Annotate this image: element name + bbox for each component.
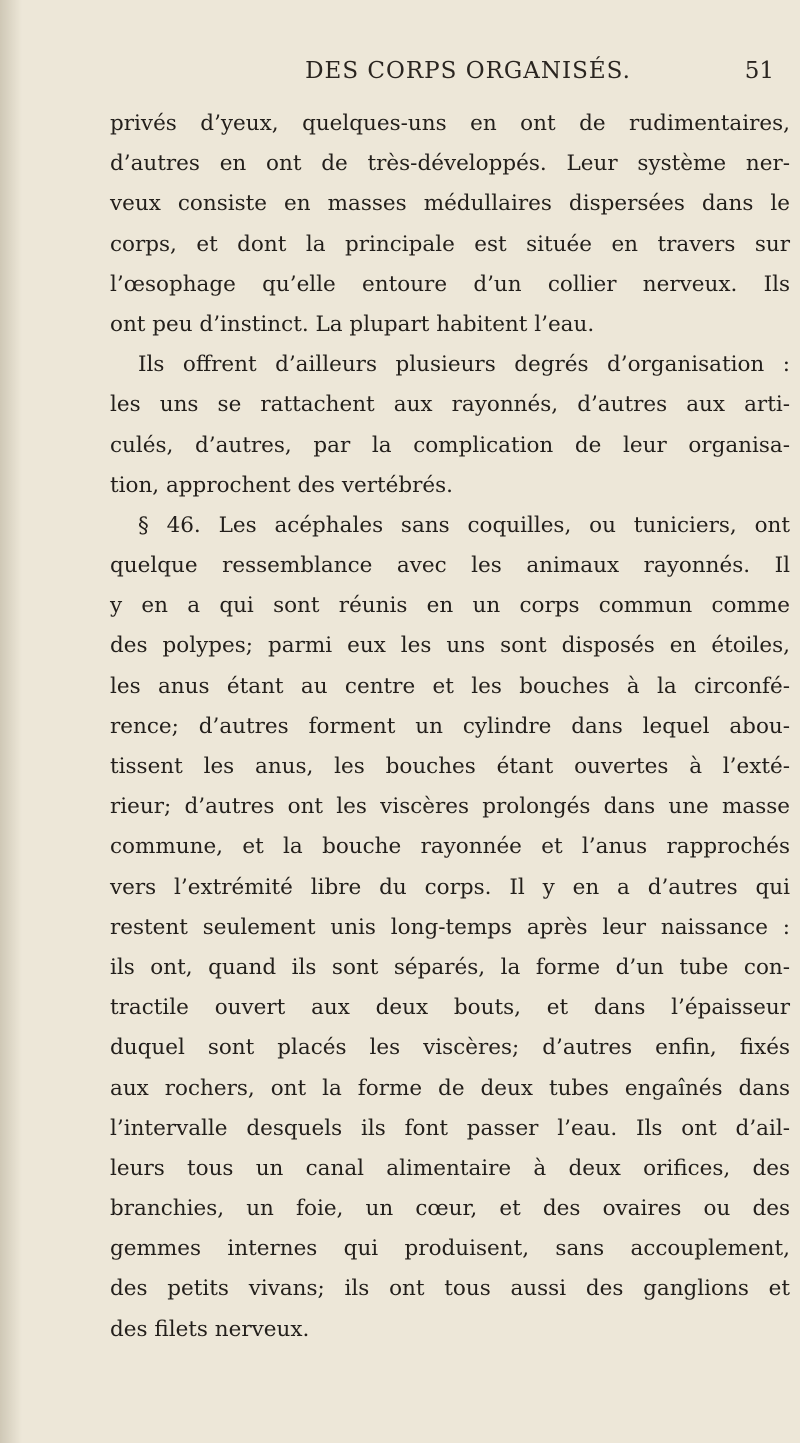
text-line: corps, et dont la principale est située en travers sur bbox=[110, 231, 790, 257]
text-line: quelque ressemblance avec les animaux rayonnés. Il bbox=[110, 553, 790, 579]
text-line: tion, approchent des vertébrés. bbox=[110, 472, 453, 498]
text-line: leurs tous un canal alimentaire à deux orifices, des bbox=[110, 1155, 790, 1181]
page-number: 51 bbox=[744, 58, 774, 84]
text-line: ils ont, quand ils sont séparés, la forme d’un tube con- bbox=[110, 954, 790, 980]
text-line: veux consiste en masses médullaires dispersées dans le bbox=[110, 191, 790, 217]
text-line: l’œsophage qu’elle entoure d’un collier nerveux. Ils bbox=[110, 271, 790, 297]
text-line: d’autres en ont de très-développés. Leur système ner- bbox=[110, 151, 790, 177]
text-line: privés d’yeux, quelques-uns en ont de rudimentaires, bbox=[110, 111, 790, 136]
text-line: duquel sont placés les viscères; d’autres enfin, fixés bbox=[110, 1035, 790, 1061]
text-line: ont peu d’instinct. La plupart habitent l’eau. bbox=[110, 311, 595, 337]
text-line: des petits vivans; ils ont tous aussi des ganglions et bbox=[110, 1276, 790, 1302]
text-line: rieur; d’autres ont les viscères prolongés dans une masse bbox=[110, 794, 790, 820]
text-line: les uns se rattachent aux rayonnés, d’autres aux arti- bbox=[110, 392, 790, 418]
text-line: les anus étant au centre et les bouches à la circonfé- bbox=[110, 673, 790, 699]
section-46-start-line: § 46. Les acéphales sans coquilles, ou tuniciers, ont bbox=[138, 512, 790, 538]
running-head bbox=[110, 58, 786, 98]
text-line: y en a qui sont réunis en un corps commun comme bbox=[110, 593, 790, 619]
text-line: branchies, un foie, un cœur, et des ovaires ou des bbox=[110, 1196, 790, 1222]
running-title: DES CORPS ORGANISÉS. bbox=[305, 58, 631, 84]
text-line: aux rochers, ont la forme de deux tubes engaînés dans bbox=[110, 1075, 790, 1101]
text-line: vers l’extrémité libre du corps. Il y en a d’autres qui bbox=[110, 874, 790, 900]
text-line: des polypes; parmi eux les uns sont disposés en étoiles, bbox=[110, 633, 790, 659]
text-line: des filets nerveux. bbox=[110, 1316, 310, 1342]
paragraph-start-line: Ils offrent d’ailleurs plusieurs degrés d’organisation : bbox=[138, 352, 790, 378]
page-gutter-shadow bbox=[0, 0, 22, 1443]
body-text bbox=[110, 104, 790, 1350]
text-line: restent seulement unis long-temps après leur naissance : bbox=[110, 914, 790, 940]
text-line: rence; d’autres forment un cylindre dans lequel abou- bbox=[110, 713, 790, 739]
text-line: l’intervalle desquels ils font passer l’eau. Ils ont d’ail- bbox=[110, 1115, 790, 1141]
text-line: commune, et la bouche rayonnée et l’anus rapprochés bbox=[110, 834, 790, 860]
text-line: culés, d’autres, par la complication de leur organisa- bbox=[110, 432, 790, 458]
text-line: tractile ouvert aux deux bouts, et dans l’épaisseur bbox=[110, 995, 790, 1021]
text-line: gemmes internes qui produisent, sans accouplement, bbox=[110, 1236, 790, 1262]
text-line: tissent les anus, les bouches étant ouvertes à l’exté- bbox=[110, 754, 790, 779]
